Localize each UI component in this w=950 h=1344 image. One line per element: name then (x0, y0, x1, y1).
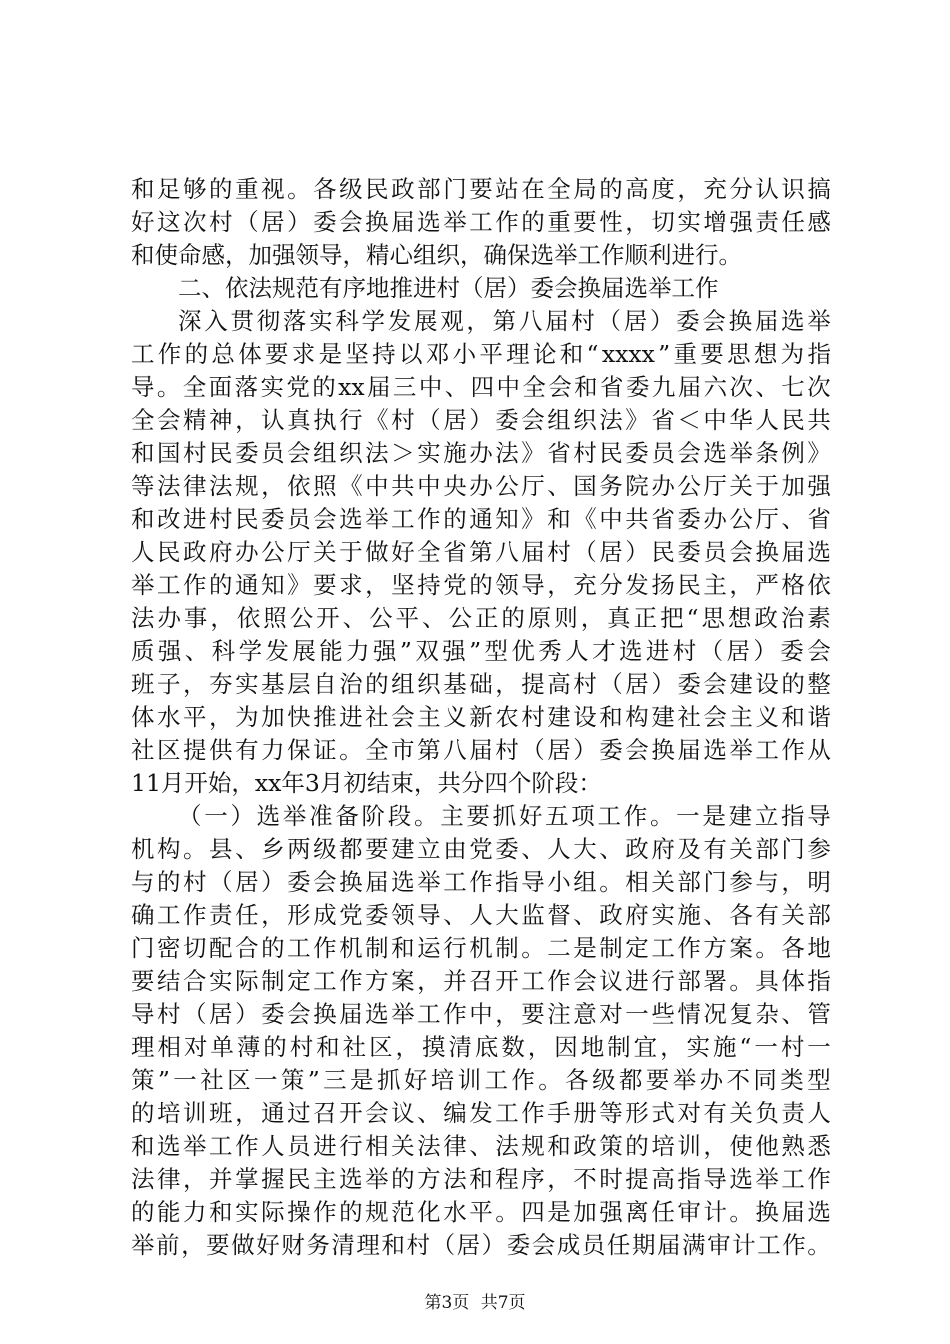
text-line: 和 足 够 的 重 视 。 各 级 民 政 部 门 要 站 在 全 局 的 高 度 ， 充 分 认 识 搞 (131, 175, 831, 203)
text-line: （ 一 ） 选 举 准 备 阶 段 。 主 要 抓 好 五 项 工 作 。 一 是 建 立 指 导 (178, 802, 831, 830)
text-line: 法 律 ， 并 掌 握 民 主 选 举 的 方 法 和 程 序 ， 不 时 提 高 指 导 选 举 工 作 (131, 1165, 831, 1193)
text-line: 举 工 作 的 通 知 》 要 求 ， 坚 持 党 的 领 导 ， 充 分 发 扬 民 主 ， 严 格 依 (131, 571, 831, 599)
document-body (131, 173, 831, 1262)
text-line: 机 构 。 县 、 乡 两 级 都 要 建 立 由 党 委 、 人 大 、 政 府 及 有 关 部 门 参 (131, 835, 831, 863)
text-line: 和使命感，加强领导，精心组织，确保选举工作顺利进行。 (131, 241, 742, 269)
text-line: 与 的 村 （ 居 ） 委 会 换 届 选 举 工 作 指 导 小 组 。 相 关 部 门 参 与 ， 明 (131, 868, 831, 896)
text-line: 导 。 全 面 落 实 党 的 xx 届 三 中 、 四 中 全 会 和 省 委 九 届 六 次 、 七 次 (131, 373, 831, 401)
text-line: 法 办 事 ， 依 照 公 开 、 公 平 、 公 正 的 原 则 ， 真 正 把 “ 思 想 政 治 素 (131, 604, 831, 632)
text-line: 班 子 ， 夯 实 基 层 自 治 的 组 织 基 础 ， 提 高 村 （ 居 ） 委 会 建 设 的 整 (131, 670, 831, 698)
text-line: 门 密 切 配 合 的 工 作 机 制 和 运 行 机 制 。 二 是 制 定 工 作 方 案 。 各 地 (131, 934, 831, 962)
text-line: 质 强 、 科 学 发 展 能 力 强 ” 双 强 ” 型 优 秀 人 才 选 进 村 （ 居 ） 委 会 (131, 637, 831, 665)
text-line: 11月开始，xx年3月初结束，共分四个阶段： (131, 769, 602, 797)
section-heading: 二、依法规范有序地推进村（居）委会换届选举工作 (178, 274, 719, 302)
text-line: 工 作 的 总 体 要 求 是 坚 持 以 邓 小 平 理 论 和 “ xxxx ” 重 要 思 想 为 指 (131, 340, 831, 368)
text-line: 理 相 对 单 薄 的 村 和 社 区 ， 摸 清 底 数 ， 因 地 制 宜 ， 实 施 “ 一 村 一 (131, 1033, 831, 1061)
text-line: 策 ” 一 社 区 一 策 ” 三 是 抓 好 培 训 工 作 。 各 级 都 要 举 办 不 同 类 型 (131, 1066, 831, 1094)
text-line: 确 工 作 责 任 ， 形 成 党 委 领 导 、 人 大 监 督 、 政 府 实 施 、 各 有 关 部 (131, 901, 831, 929)
text-line: 体 水 平 ， 为 加 快 推 进 社 会 主 义 新 农 村 建 设 和 构 建 社 会 主 义 和 谐 (131, 703, 831, 731)
page-total: 共7页 (480, 1293, 526, 1313)
text-line: 和 国 村 民 委 员 会 组 织 法 ＞ 实 施 办 法 》 省 村 民 委 员 会 选 举 条 例 》 (131, 439, 831, 467)
page-footer (0, 1293, 950, 1313)
text-line: 要 结 合 实 际 制 定 工 作 方 案 ， 并 召 开 工 作 会 议 进 行 部 署 。 具 体 指 (131, 967, 831, 995)
text-line: 导 村 （ 居 ） 委 会 换 届 选 举 工 作 中 ， 要 注 意 对 一 些 情 况 复 杂 、 管 (131, 1000, 831, 1028)
text-line: 全 会 精 神 ， 认 真 执 行 《 村 （ 居 ） 委 会 组 织 法 》 省 ＜ 中 华 人 民 共 (131, 406, 831, 434)
page-number: 第3页 (424, 1293, 470, 1313)
text-line: 等 法 律 法 规 ， 依 照 《 中 共 中 央 办 公 厅 、 国 务 院 办 公 厅 关 于 加 强 (131, 472, 831, 500)
text-line: 举 前 ， 要 做 好 财 务 清 理 和 村 （ 居 ） 委 会 成 员 任 期 届 满 审 计 工 作 。 (131, 1231, 831, 1259)
text-line: 深 入 贯 彻 落 实 科 学 发 展 观 ， 第 八 届 村 （ 居 ） 委 会 换 届 选 举 (178, 307, 831, 335)
text-line: 人 民 政 府 办 公 厅 关 于 做 好 全 省 第 八 届 村 （ 居 ） 民 委 员 会 换 届 选 (131, 538, 831, 566)
text-line: 和 改 进 村 民 委 员 会 选 举 工 作 的 通 知 》 和 《 中 共 省 委 办 公 厅 、 省 (131, 505, 831, 533)
text-line: 好 这 次 村 （ 居 ） 委 会 换 届 选 举 工 作 的 重 要 性 ， 切 实 增 强 责 任 感 (131, 208, 831, 236)
text-line: 的 能 力 和 实 际 操 作 的 规 范 化 水 平 。 四 是 加 强 离 任 审 计 。 换 届 选 (131, 1198, 831, 1226)
text-line: 和 选 举 工 作 人 员 进 行 相 关 法 律 、 法 规 和 政 策 的 培 训 ， 使 他 熟 悉 (131, 1132, 831, 1160)
text-line: 的 培 训 班 ， 通 过 召 开 会 议 、 编 发 工 作 手 册 等 形 式 对 有 关 负 责 人 (131, 1099, 831, 1127)
text-line: 社 区 提 供 有 力 保 证 。 全 市 第 八 届 村 （ 居 ） 委 会 换 届 选 举 工 作 从 (131, 736, 831, 764)
